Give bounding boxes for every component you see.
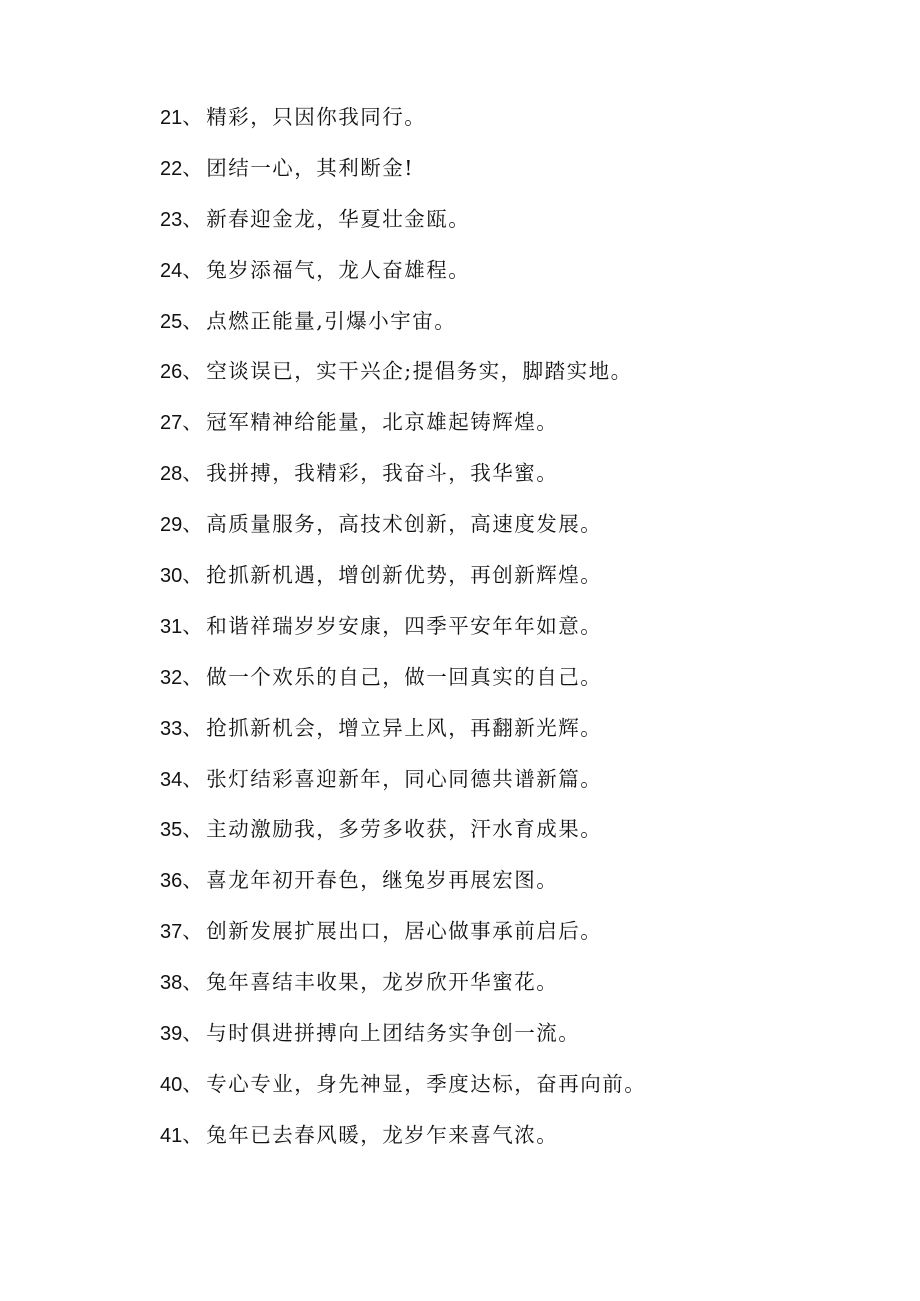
list-item xyxy=(160,1065,880,1116)
item-number: 29 xyxy=(160,514,183,537)
item-text: 兔年喜结丰收果，龙岁欣开华蜜花。 xyxy=(206,970,559,995)
item-separator: 、 xyxy=(182,512,205,537)
slogan-list xyxy=(160,98,880,1167)
item-text: 喜龙年初开春色，继兔岁再展宏图。 xyxy=(206,868,559,893)
item-number: 41 xyxy=(160,1124,183,1147)
item-separator: 、 xyxy=(182,664,205,689)
item-number: 38 xyxy=(160,972,183,995)
list-item xyxy=(160,1116,880,1167)
list-item xyxy=(160,861,880,912)
item-separator: 、 xyxy=(182,308,205,333)
item-separator: 、 xyxy=(182,919,205,944)
item-separator: 、 xyxy=(182,1021,205,1046)
item-text: 兔年已去春风暖，龙岁乍来喜气浓。 xyxy=(206,1122,559,1147)
item-number: 21 xyxy=(160,107,183,129)
item-number: 28 xyxy=(160,463,183,486)
item-number: 23 xyxy=(160,208,183,231)
item-text: 主动激励我，多劳多收获，汗水育成果。 xyxy=(206,817,603,842)
item-separator: 、 xyxy=(182,257,205,282)
item-text: 创新发展扩展出口，居心做事承前启后。 xyxy=(206,919,603,944)
item-number: 37 xyxy=(160,921,183,944)
list-item xyxy=(160,302,880,353)
list-item xyxy=(160,556,880,607)
list-item xyxy=(160,658,880,709)
item-number: 25 xyxy=(160,310,183,333)
item-number: 22 xyxy=(160,157,183,180)
item-separator: 、 xyxy=(182,105,205,129)
list-item xyxy=(160,1014,880,1065)
list-item xyxy=(160,454,880,505)
list-item xyxy=(160,149,880,200)
item-number: 35 xyxy=(160,819,183,842)
item-text: 我拼搏，我精彩，我奋斗，我华蜜。 xyxy=(206,461,559,486)
item-separator: 、 xyxy=(182,817,205,842)
item-separator: 、 xyxy=(182,359,205,384)
item-separator: 、 xyxy=(182,563,205,588)
item-separator: 、 xyxy=(182,715,205,740)
item-number: 31 xyxy=(160,615,183,638)
item-number: 27 xyxy=(160,412,183,435)
item-text: 与时俱进拼搏向上团结务实争创一流。 xyxy=(206,1021,581,1046)
item-text: 兔岁添福气，龙人奋雄程。 xyxy=(206,257,471,282)
item-separator: 、 xyxy=(182,868,205,893)
item-separator: 、 xyxy=(182,206,205,231)
list-item xyxy=(160,760,880,811)
item-separator: 、 xyxy=(182,1071,205,1096)
item-number: 24 xyxy=(160,259,183,282)
item-text: 和谐祥瑞岁岁安康，四季平安年年如意。 xyxy=(206,613,603,638)
item-separator: 、 xyxy=(182,613,205,638)
list-item xyxy=(160,607,880,658)
list-item xyxy=(160,251,880,302)
list-item xyxy=(160,98,880,149)
item-number: 30 xyxy=(160,565,183,588)
item-separator: 、 xyxy=(182,970,205,995)
item-text: 抢抓新机会，增立异上风，再翻新光辉。 xyxy=(206,715,603,740)
item-separator: 、 xyxy=(182,461,205,486)
item-text: 点燃正能量,引爆小宇宙。 xyxy=(206,308,457,333)
item-number: 40 xyxy=(160,1073,183,1096)
item-number: 26 xyxy=(160,361,183,384)
item-separator: 、 xyxy=(182,410,205,435)
item-separator: 、 xyxy=(182,1122,205,1147)
item-text: 新春迎金龙，华夏壮金瓯。 xyxy=(206,206,471,231)
item-number: 39 xyxy=(160,1023,183,1046)
item-number: 33 xyxy=(160,717,183,740)
item-text: 做一个欢乐的自己，做一回真实的自己。 xyxy=(206,664,603,689)
list-item xyxy=(160,200,880,251)
item-number: 34 xyxy=(160,768,183,791)
item-number: 36 xyxy=(160,870,183,893)
item-text: 空谈误已，实干兴企;提倡务实，脚踏实地。 xyxy=(206,359,633,384)
list-item xyxy=(160,505,880,556)
list-item xyxy=(160,403,880,454)
list-item xyxy=(160,963,880,1014)
item-text: 专心专业，身先神显，季度达标，奋再向前。 xyxy=(206,1071,647,1096)
list-item xyxy=(160,912,880,963)
list-item xyxy=(160,709,880,760)
list-item xyxy=(160,810,880,861)
item-number: 32 xyxy=(160,666,183,689)
item-text: 抢抓新机遇，增创新优势，再创新辉煌。 xyxy=(206,563,603,588)
item-separator: 、 xyxy=(182,766,205,791)
item-text: 精彩，只因你我同行。 xyxy=(206,105,427,129)
item-separator: 、 xyxy=(182,155,205,180)
item-text: 冠军精神给能量，北京雄起铸辉煌。 xyxy=(206,410,559,435)
item-text: 团结一心，其利断金! xyxy=(206,155,414,180)
list-item xyxy=(160,352,880,403)
item-text: 张灯结彩喜迎新年，同心同德共谱新篇。 xyxy=(206,766,603,791)
item-text: 高质量服务，高技术创新，高速度发展。 xyxy=(206,512,603,537)
